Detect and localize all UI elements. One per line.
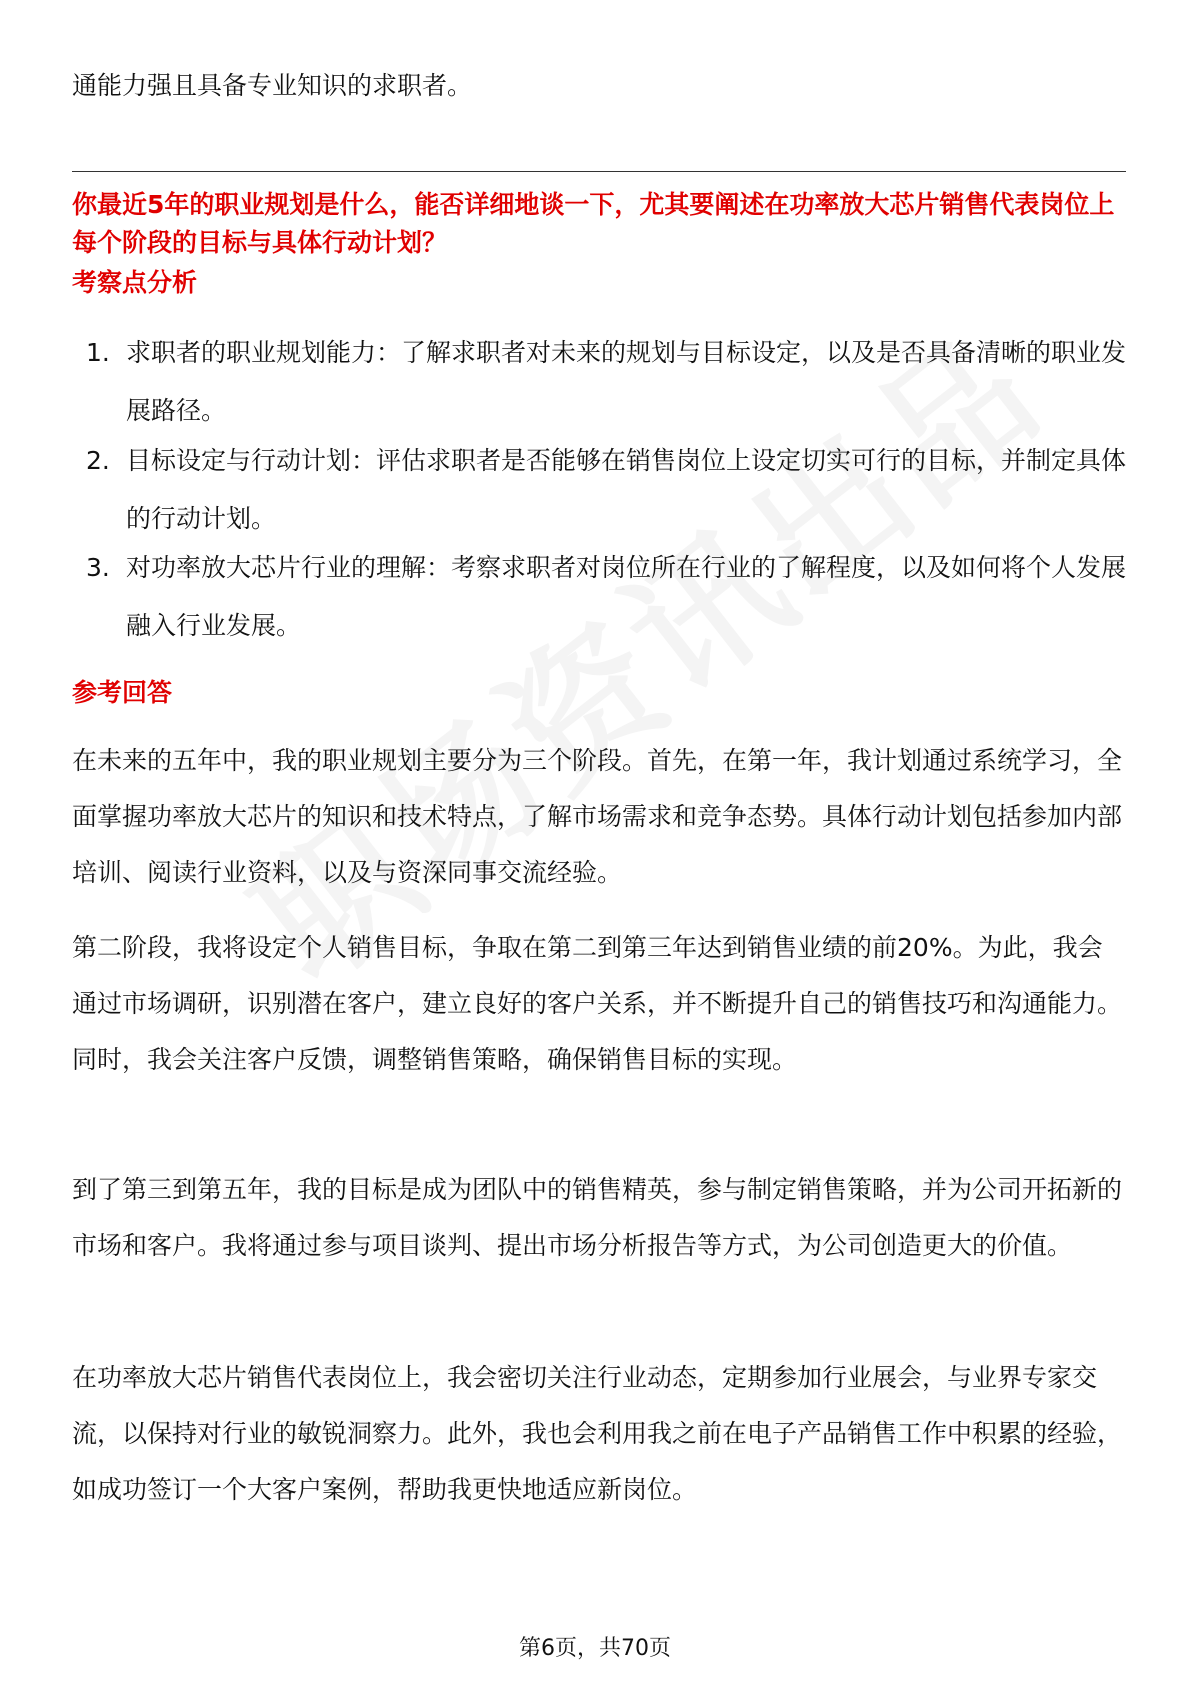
list-item-number: 3.	[86, 553, 110, 582]
analysis-heading: 考察点分析	[72, 268, 198, 297]
answer-paragraph: 在未来的五年中，我的职业规划主要分为三个阶段。首先，在第一年，我计划通过系统学习，全面掌握功率放大芯片的知识和技术特点，了解市场需求和竞争态势。具体行动计划包括参加内部培训、阅读行业资料，以及与资深同事交流经验。	[72, 746, 1123, 887]
answer-paragraph: 第二阶段，我将设定个人销售目标，争取在第二到第三年达到销售业绩的前20%。为此，我会通过市场调研，识别潜在客户，建立良好的客户关系，并不断提升自己的销售技巧和沟通能力。同时，我会关注客户反馈，调整销售策略，确保销售目标的实现。	[72, 933, 1123, 1074]
answer-paragraph: 到了第三到第五年，我的目标是成为团队中的销售精英，参与制定销售策略，并为公司开拓新的市场和客户。我将通过参与项目谈判、提出市场分析报告等方式，为公司创造更大的价值。	[72, 1175, 1123, 1260]
analysis-list-item	[86, 539, 1126, 655]
answer-heading: 参考回答	[72, 678, 173, 707]
page-number-footer: 第6页，共70页	[519, 1636, 671, 1661]
list-item-text: 对功率放大芯片行业的理解：考察求职者对岗位所在行业的了解程度，以及如何将个人发展融入行业发展。	[126, 553, 1127, 640]
list-item-text: 求职者的职业规划能力：了解求职者对未来的规划与目标设定，以及是否具备清晰的职业发展路径。	[126, 338, 1127, 425]
intro-tail-paragraph: 通能力强且具备专业知识的求职者。	[72, 71, 473, 100]
analysis-list-item	[86, 324, 1126, 440]
list-item-text: 目标设定与行动计划：评估求职者是否能够在销售岗位上设定切实可行的目标，并制定具体的行动计划。	[126, 446, 1127, 533]
section-divider	[72, 171, 1126, 172]
list-item-number: 1.	[86, 338, 110, 367]
list-item-number: 2.	[86, 446, 110, 475]
analysis-list-item	[86, 432, 1126, 548]
answer-paragraph: 在功率放大芯片销售代表岗位上，我会密切关注行业动态，定期参加行业展会，与业界专家交流，以保持对行业的敏锐洞察力。此外，我也会利用我之前在电子产品销售工作中积累的经验，如成功签订一个大客户案例，帮助我更快地适应新岗位。	[72, 1363, 1123, 1504]
question-heading: 你最近5年的职业规划是什么，能否详细地谈一下，尤其要阐述在功率放大芯片销售代表岗位上每个阶段的目标与具体行动计划？	[72, 190, 1115, 257]
